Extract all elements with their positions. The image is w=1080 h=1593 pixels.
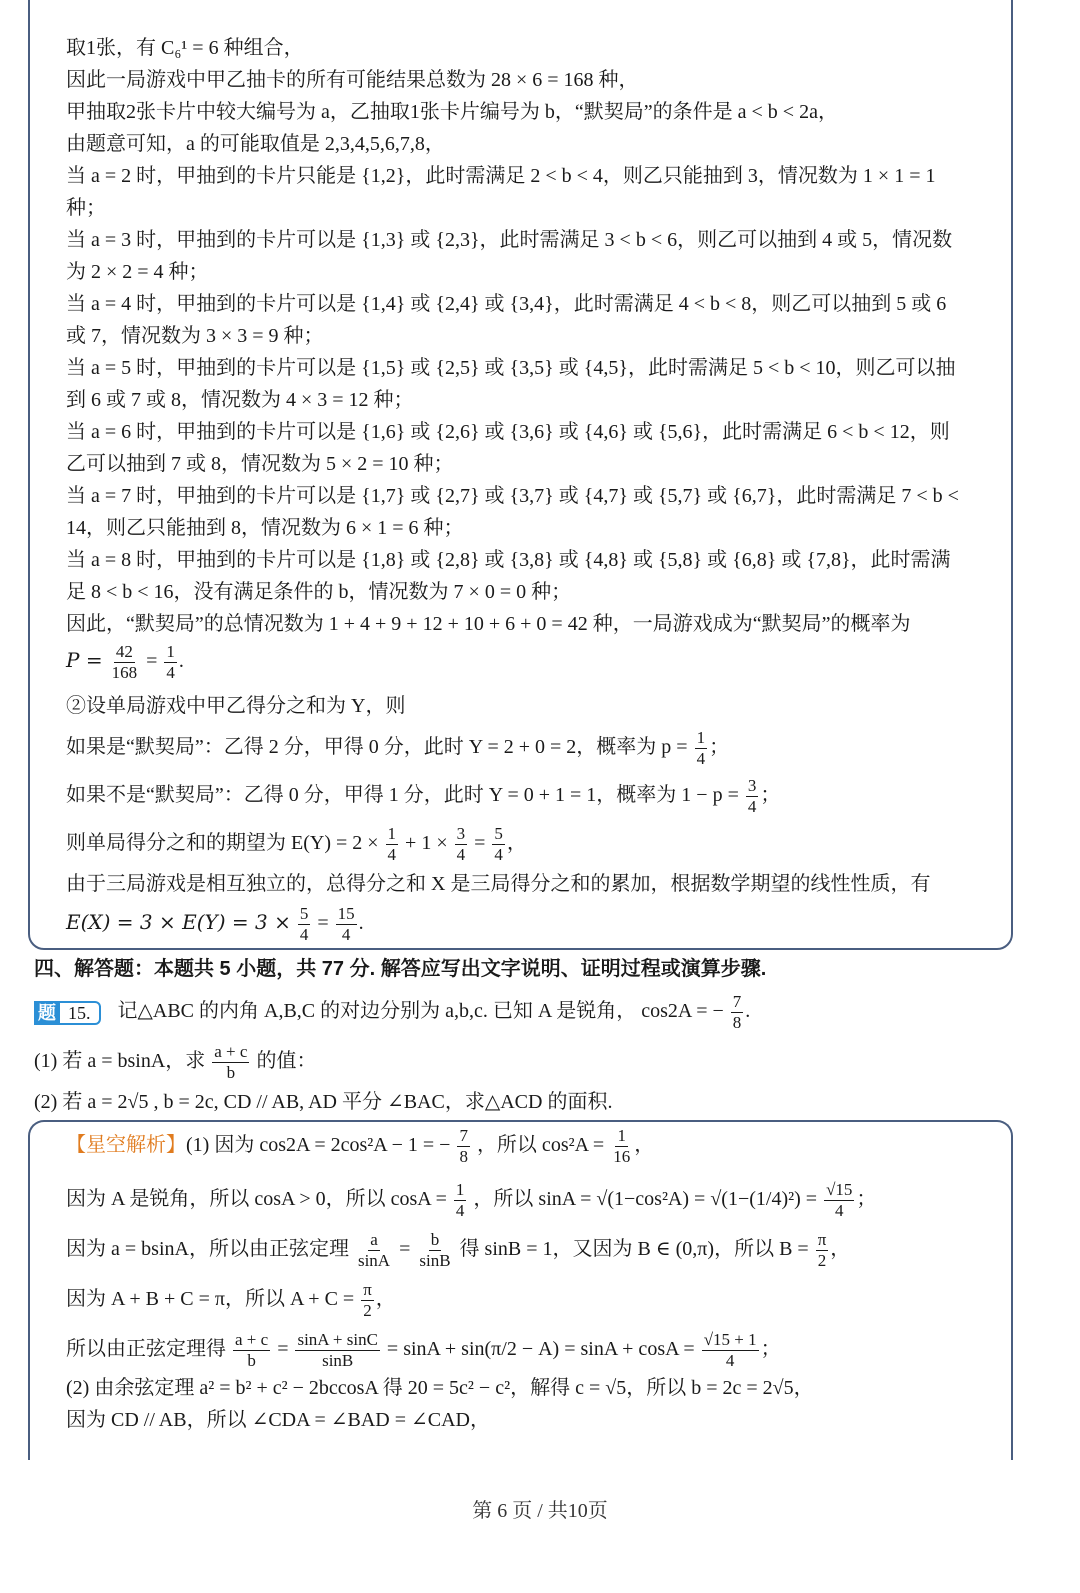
fraction: $\frac{7}{8}$ — [459, 1126, 468, 1166]
fraction: $\frac{a + c}{b}$ — [235, 1330, 269, 1370]
section-heading: 四、解答题：本题共 5 小题，共 77 分. 解答应写出文字说明、证明过程或演算步骤. — [34, 958, 767, 980]
text-line: 14，则乙只能抽到 8，情况数为 6 × 1 = 6 种； — [66, 517, 464, 539]
text-line: 当 a = 3 时，甲抽到的卡片可以是 {1,3} 或 {2,3}，此时需满足 3 < b < 6，则乙可以抽到 4 或 5，情况数 — [66, 229, 953, 251]
formula-text: 所以由正弦定理得 — [66, 1338, 226, 1361]
text-line: 足 8 < b < 16，没有满足条件的 b，情况数为 7 × 0 = 0 种； — [66, 581, 572, 603]
fraction: $\frac{3}{4}$ — [747, 776, 757, 816]
text-line: ②设单局游戏中甲乙得分之和为 Y，则 — [66, 695, 406, 717]
fraction: $\frac{√15 + 1}{4}$ — [703, 1330, 757, 1370]
fraction: $\frac{1}{16}$ — [613, 1126, 631, 1166]
formula-text: (1) 因为 cos2A = 2cos²A − 1 = − — [186, 1134, 451, 1157]
text-line: 取1张，有 C₆¹ = 6 种组合， — [66, 37, 304, 59]
formula-text: . — [745, 1000, 751, 1023]
formula-line — [66, 1180, 876, 1221]
formula-line — [66, 904, 364, 945]
formula-text: 的值： — [256, 1050, 317, 1073]
text-line: 到 6 或 7 或 8，情况数为 4 × 3 = 12 种； — [66, 389, 414, 411]
text-line: 甲抽取2张卡片中较大编号为 a，乙抽取1张卡片编号为 b，“默契局”的条件是 a < b < 2a， — [66, 101, 838, 123]
text-line: 因此一局游戏中甲乙抽卡的所有可能结果总数为 28 × 6 = 168 种， — [66, 69, 639, 91]
formula-text: 如果不是“默契局”：乙得 0 分，甲得 1 分，此时 Y = 0 + 1 = 1，概率为 1 − p = — [66, 784, 739, 807]
formula-text: 得 sinB = 1，又因为 B ∈ (0,π)，所以 B = — [459, 1238, 809, 1261]
formula-text: (1) 若 a = bsinA，求 — [34, 1050, 206, 1073]
formula-text: ， — [506, 832, 527, 855]
formula-text: E(X) = 3 × E(Y) = 3 × — [66, 910, 291, 935]
question-part-1 — [34, 1042, 316, 1083]
analysis-tag: 【星空解析】 — [66, 1134, 186, 1157]
fraction: $\frac{1}{4}$ — [455, 1180, 465, 1220]
fraction: $\frac{1}{4}$ — [166, 642, 175, 682]
fraction: $\frac{a + c}{b}$ — [214, 1042, 248, 1082]
formula-text: ； — [709, 736, 730, 759]
text-line: 因此，“默契局”的总情况数为 1 + 4 + 9 + 12 + 10 + 6 + 0 = 42 种，一局游戏成为“默契局”的概率为 — [66, 613, 911, 635]
formula-text: 因为 A 是锐角，所以 cosA > 0，所以 cosA = — [66, 1188, 447, 1211]
text-line: 由题意可知，a 的可能取值是 2,3,4,5,6,7,8， — [66, 133, 445, 155]
fraction: $\frac{1}{4}$ — [387, 824, 397, 864]
text-line: 因为 CD // AB，所以 ∠CDA = ∠BAD = ∠CAD， — [66, 1409, 490, 1431]
text-line: 种； — [66, 197, 106, 219]
fraction: $\frac{7}{8}$ — [732, 992, 742, 1032]
formula-text: 则单局得分之和的期望为 E(Y) = 2 × — [66, 832, 379, 855]
formula-line — [66, 1126, 654, 1167]
fraction: $\frac{42}{168}$ — [111, 642, 138, 682]
formula-text: 因为 a = bsinA，所以由正弦定理 — [66, 1238, 349, 1261]
fraction: $\frac{5}{4}$ — [299, 904, 309, 944]
text-line: 由于三局游戏是相互独立的，总得分之和 X 是三局得分之和的累加，根据数学期望的线性性质，有 — [66, 873, 931, 895]
formula-text: 如果是“默契局”：乙得 2 分，甲得 0 分，此时 Y = 2 + 0 = 2，概率为 p = — [66, 736, 688, 759]
text-line: 当 a = 4 时，甲抽到的卡片可以是 {1,4} 或 {2,4} 或 {3,4}，此时需满足 4 < b < 8，则乙可以抽到 5 或 6 — [66, 293, 947, 315]
fraction: $\frac{5}{4}$ — [494, 824, 503, 864]
formula-line — [66, 824, 527, 865]
text-line: 当 a = 2 时，甲抽到的卡片只能是 {1,2}，此时需满足 2 < b < 4，则乙只能抽到 3，情况数为 1 × 1 = 1 — [66, 165, 936, 187]
formula-text: + 1 × — [405, 832, 448, 855]
formula-text: ； — [760, 1338, 781, 1361]
question-text: 记△ABC 的内角 A,B,C 的对边分别为 a,b,c. 已知 A 是锐角， cos2A = − — [117, 1000, 724, 1023]
fraction: $\frac{b}{\sin B}$ — [419, 1230, 451, 1270]
formula-line — [66, 1280, 396, 1321]
fraction: $\frac{\pi}{2}$ — [363, 1280, 372, 1320]
formula-text: = — [399, 1238, 411, 1261]
formula-line — [66, 728, 729, 769]
formula-text: ，所以 sinA = √(1−cos²A) = √(1−(1/4)²) = — [473, 1188, 818, 1211]
fraction: $\frac{3}{4}$ — [456, 824, 466, 864]
formula-text: ， — [830, 1238, 851, 1261]
formula-line — [66, 642, 184, 683]
text-line: (2) 由余弦定理 a² = b² + c² − 2bccosA 得 20 = 5c² − c²，解得 c = √5，所以 b = 2c = 2√5， — [66, 1377, 814, 1399]
fraction: $\frac{\pi}{2}$ — [817, 1230, 827, 1270]
formula-text: = sinA + sin(π/2 − A) = sinA + cosA = — [386, 1338, 695, 1361]
fraction: $\frac{√15}{4}$ — [826, 1180, 853, 1220]
formula-text: . — [358, 912, 364, 935]
formula-text: ； — [760, 784, 781, 807]
formula-text: ， — [634, 1134, 655, 1157]
formula-text: = — [474, 832, 486, 855]
text-line: 当 a = 7 时，甲抽到的卡片可以是 {1,7} 或 {2,7} 或 {3,7} 或 {4,7} 或 {5,7} 或 {6,7}，此时需满足 7 < b < — [66, 485, 959, 507]
fraction: $\frac{\sin A + \sin C}{\sin B}$ — [297, 1330, 378, 1370]
formula-line — [66, 1230, 850, 1271]
question-part-2: (2) 若 a = 2√5 , b = 2c, CD // AB, AD 平分 ∠BAC，求△ACD 的面积. — [34, 1091, 613, 1113]
question-badge: 题 15. — [34, 1001, 101, 1025]
fraction: $\frac{a}{\sin A}$ — [357, 1230, 391, 1270]
fraction: $\frac{15}{4}$ — [337, 904, 355, 944]
formula-text: ； — [856, 1188, 877, 1211]
page-footer: 第 6 页 / 共10页 — [472, 1500, 608, 1522]
formula-text: ， — [375, 1288, 396, 1311]
formula-line — [66, 1330, 781, 1371]
formula-text: P = — [66, 648, 103, 673]
text-line: 为 2 × 2 = 4 种； — [66, 261, 209, 283]
text-line: 乙可以抽到 7 或 8，情况数为 5 × 2 = 10 种； — [66, 453, 454, 475]
formula-text: . — [178, 650, 184, 673]
text-line: 当 a = 5 时，甲抽到的卡片可以是 {1,5} 或 {2,5} 或 {3,5} 或 {4,5}，此时需满足 5 < b < 10，则乙可以抽 — [66, 357, 956, 379]
formula-text: ，所以 cos²A = — [476, 1134, 605, 1157]
formula-line — [66, 776, 780, 817]
formula-text: = — [146, 650, 158, 673]
text-line: 或 7，情况数为 3 × 3 = 9 种； — [66, 325, 324, 347]
formula-text: 因为 A + B + C = π，所以 A + C = — [66, 1288, 355, 1311]
text-line: 当 a = 6 时，甲抽到的卡片可以是 {1,6} 或 {2,6} 或 {3,6} 或 {4,6} 或 {5,6}，此时需满足 6 < b < 12，则 — [66, 421, 950, 443]
formula-text: = — [277, 1338, 289, 1361]
formula-text: = — [317, 912, 329, 935]
fraction: $\frac{1}{4}$ — [696, 728, 706, 768]
text-line: 当 a = 8 时，甲抽到的卡片可以是 {1,8} 或 {2,8} 或 {3,8} 或 {4,8} 或 {5,8} 或 {6,8} 或 {7,8}，此时需满 — [66, 549, 951, 571]
question-line — [34, 992, 750, 1033]
